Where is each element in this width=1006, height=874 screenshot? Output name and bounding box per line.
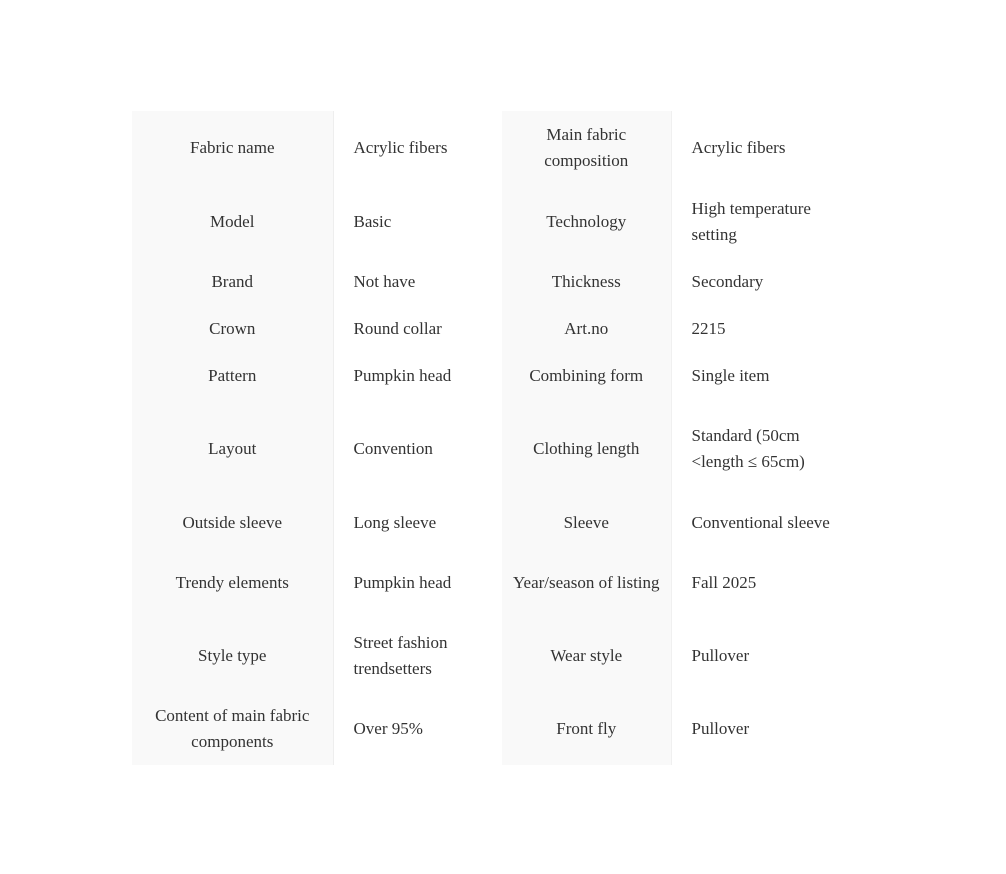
attribute-name: Model bbox=[132, 185, 333, 258]
attribute-name: Sleeve bbox=[502, 499, 671, 546]
table-row bbox=[132, 185, 840, 258]
attribute-value: High temperature setting bbox=[671, 185, 840, 258]
attribute-value: Acrylic fibers bbox=[333, 111, 502, 185]
attribute-name: Layout bbox=[132, 399, 333, 499]
attribute-name: Clothing length bbox=[502, 399, 671, 499]
attribute-name: Trendy elements bbox=[132, 546, 333, 619]
attribute-value: Standard (50cm <length ≤ 65cm) bbox=[671, 399, 840, 499]
attribute-name: Style type bbox=[132, 619, 333, 692]
attribute-value: Pumpkin head bbox=[333, 352, 502, 399]
attribute-value: Pullover bbox=[671, 619, 840, 692]
attribute-name: Front fly bbox=[502, 692, 671, 765]
attribute-name: Outside sleeve bbox=[132, 499, 333, 546]
attribute-value: Not have bbox=[333, 258, 502, 305]
attribute-value: Single item bbox=[671, 352, 840, 399]
attribute-value: Acrylic fibers bbox=[671, 111, 840, 185]
attribute-name: Year/season of listing bbox=[502, 546, 671, 619]
table-row bbox=[132, 499, 840, 546]
attribute-value: Pumpkin head bbox=[333, 546, 502, 619]
table-row bbox=[132, 111, 840, 185]
attribute-value: 2215 bbox=[671, 305, 840, 352]
table-body bbox=[132, 111, 840, 765]
table-row bbox=[132, 258, 840, 305]
table-row bbox=[132, 692, 840, 765]
attribute-value: Secondary bbox=[671, 258, 840, 305]
product-attributes-table bbox=[132, 111, 840, 765]
attribute-name: Wear style bbox=[502, 619, 671, 692]
attribute-name: Crown bbox=[132, 305, 333, 352]
attribute-name: Combining form bbox=[502, 352, 671, 399]
attribute-value: Fall 2025 bbox=[671, 546, 840, 619]
attribute-value: Conventional sleeve bbox=[671, 499, 840, 546]
attribute-value: Long sleeve bbox=[333, 499, 502, 546]
attribute-name: Brand bbox=[132, 258, 333, 305]
attribute-value: Basic bbox=[333, 185, 502, 258]
attribute-value: Over 95% bbox=[333, 692, 502, 765]
table-row bbox=[132, 352, 840, 399]
attribute-name: Pattern bbox=[132, 352, 333, 399]
attribute-name: Thickness bbox=[502, 258, 671, 305]
table-row bbox=[132, 399, 840, 499]
attribute-name: Art.no bbox=[502, 305, 671, 352]
attribute-value: Pullover bbox=[671, 692, 840, 765]
attribute-name: Fabric name bbox=[132, 111, 333, 185]
table-row bbox=[132, 305, 840, 352]
table-row bbox=[132, 619, 840, 692]
table-row bbox=[132, 546, 840, 619]
attribute-name: Technology bbox=[502, 185, 671, 258]
attribute-name: Main fabric composition bbox=[502, 111, 671, 185]
attribute-value: Convention bbox=[333, 399, 502, 499]
attribute-value: Round collar bbox=[333, 305, 502, 352]
attribute-value: Street fashion trendsetters bbox=[333, 619, 502, 692]
attribute-name: Content of main fabric components bbox=[132, 692, 333, 765]
